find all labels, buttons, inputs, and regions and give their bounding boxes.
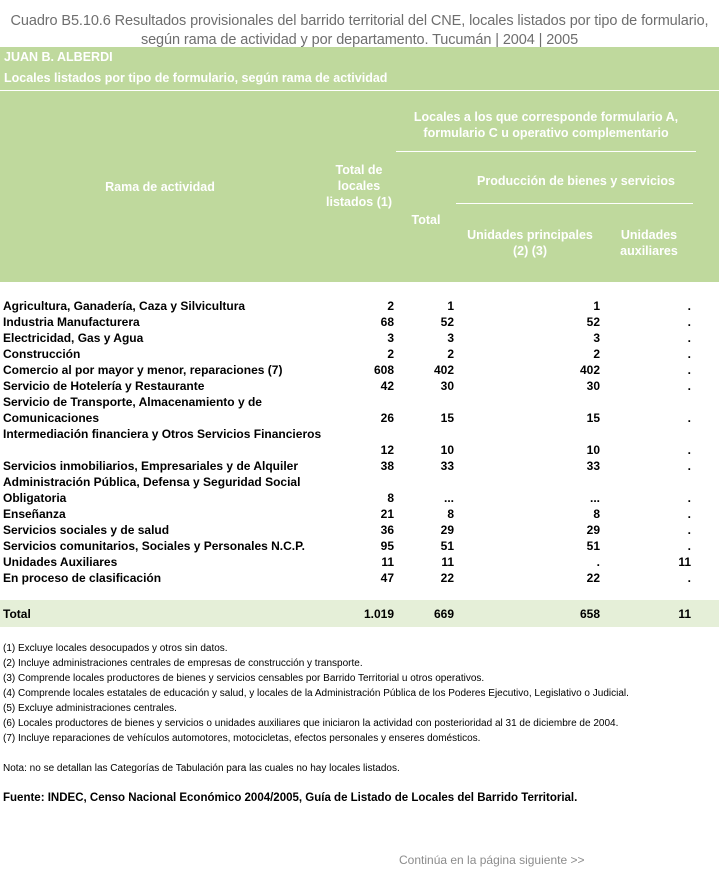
title-line-1: Cuadro B5.10.6 Resultados provisionales del barrido territorial del CNE, locales listados por tipo de formulario, bbox=[10, 13, 709, 29]
cell-principales: 402 bbox=[579, 363, 600, 377]
table-row bbox=[0, 570, 719, 586]
cell-auxiliares: . bbox=[687, 459, 691, 473]
cell-auxiliares: . bbox=[687, 571, 691, 585]
cell-principales: 30 bbox=[586, 379, 600, 393]
row-label: Servicios inmobiliarios, Empresariales y de Alquiler bbox=[3, 459, 299, 473]
cell-principales: . bbox=[596, 555, 600, 569]
table-row bbox=[0, 330, 719, 346]
header-rama: Rama de actividad bbox=[105, 180, 215, 194]
cell-total-listados: 3 bbox=[387, 331, 394, 345]
cell-total: 15 bbox=[440, 411, 454, 425]
cell-auxiliares: . bbox=[687, 507, 691, 521]
cell-total: 52 bbox=[440, 315, 454, 329]
cell-total: 3 bbox=[447, 331, 454, 345]
row-label: Servicio de Hotelería y Restaurante bbox=[3, 379, 205, 393]
header-auxiliares-l2: auxiliares bbox=[620, 244, 678, 258]
row-label: En proceso de clasificación bbox=[3, 571, 162, 585]
header-total-locales-l3: listados (1) bbox=[326, 195, 392, 209]
table-row bbox=[0, 394, 719, 410]
cell-total-listados: 42 bbox=[380, 379, 394, 393]
cell-total: 30 bbox=[440, 379, 454, 393]
cell-total: ... bbox=[443, 491, 454, 505]
header-total-locales-l2: locales bbox=[337, 179, 381, 193]
table-row bbox=[0, 538, 719, 554]
cell-total-listados: 12 bbox=[380, 443, 394, 457]
table-row bbox=[0, 458, 719, 474]
total-cell-total-listados: 1.019 bbox=[363, 607, 394, 621]
table-header bbox=[0, 91, 719, 282]
cell-total-listados: 21 bbox=[380, 507, 394, 521]
total-row bbox=[0, 600, 719, 627]
footnote: (1) Excluye locales desocupados y otros sin datos. bbox=[3, 643, 228, 654]
cell-principales: 8 bbox=[593, 507, 600, 521]
cell-auxiliares: . bbox=[687, 379, 691, 393]
cell-total-listados: 38 bbox=[380, 459, 394, 473]
cell-principales: 51 bbox=[586, 539, 600, 553]
cell-principales: 29 bbox=[586, 523, 600, 537]
header-produccion: Producción de bienes y servicios bbox=[477, 174, 675, 188]
cell-total-listados: 26 bbox=[380, 411, 394, 425]
cell-total: 2 bbox=[447, 347, 454, 361]
cell-total-listados: 11 bbox=[381, 555, 394, 569]
cell-total: 22 bbox=[440, 571, 454, 585]
row-label: Electricidad, Gas y Agua bbox=[3, 331, 144, 345]
header-total-locales bbox=[322, 162, 396, 210]
cell-total: 8 bbox=[447, 507, 454, 521]
table-row bbox=[0, 474, 719, 490]
footnote: (6) Locales productores de bienes y servicios o unidades auxiliares que iniciaron la actividad con posterioridad al 31 de diciembre de 2004. bbox=[3, 718, 619, 729]
header-formulario-l1: Locales a los que corresponde formulario A, bbox=[413, 110, 679, 124]
header-principales-l2: (2) (3) bbox=[512, 244, 548, 258]
table-row bbox=[0, 554, 719, 570]
footnote: (3) Comprende locales productores de bienes y servicios censables por Barrido Territorial u otros operativos. bbox=[3, 673, 485, 684]
cell-total-listados: 68 bbox=[380, 315, 394, 329]
footnotes bbox=[0, 627, 719, 847]
header-total: Total bbox=[411, 213, 441, 227]
table-row bbox=[0, 362, 719, 378]
cell-auxiliares: . bbox=[687, 347, 691, 361]
table-row bbox=[0, 506, 719, 522]
total-label: Total bbox=[3, 607, 31, 621]
table-row bbox=[0, 346, 719, 362]
row-label: Administración Pública, Defensa y Seguridad Social bbox=[3, 475, 301, 489]
cell-auxiliares: . bbox=[687, 299, 691, 313]
table-row bbox=[0, 490, 719, 506]
cell-total: 33 bbox=[440, 459, 454, 473]
row-label: Construcción bbox=[3, 347, 81, 361]
source-line: Fuente: INDEC, Censo Nacional Económico 2004/2005, Guía de Listado de Locales del Barrido Territorial. bbox=[3, 792, 578, 804]
subtitle-band: Locales listados por tipo de formulario, según rama de actividad bbox=[0, 67, 719, 91]
table-row bbox=[0, 298, 719, 314]
cell-total-listados: 2 bbox=[387, 299, 394, 313]
header-formulario-l2: formulario C u operativo complementario bbox=[423, 126, 669, 140]
footnote: (4) Comprende locales estatales de educación y salud, y locales de la Administración Pública de los Poderes Ejecutivo, Legislativo o Judicial. bbox=[3, 688, 629, 699]
cell-principales: 52 bbox=[586, 315, 600, 329]
table-row bbox=[0, 522, 719, 538]
cell-auxiliares: . bbox=[687, 539, 691, 553]
row-label: Agricultura, Ganadería, Caza y Silvicultura bbox=[3, 299, 246, 313]
cell-total-listados: 95 bbox=[380, 539, 394, 553]
note-extra: Nota: no se detallan las Categorías de Tabulación para las cuales no hay locales listados. bbox=[3, 763, 400, 774]
total-cell-total: 669 bbox=[433, 607, 454, 621]
header-principales-l1: Unidades principales bbox=[467, 228, 593, 242]
header-divider-2 bbox=[456, 203, 693, 204]
cell-total-listados: 2 bbox=[387, 347, 394, 361]
cell-auxiliares: 11 bbox=[678, 555, 691, 569]
total-cell-principales: 658 bbox=[579, 607, 600, 621]
row-label: Servicios comunitarios, Sociales y Personales N.C.P. bbox=[3, 539, 305, 553]
row-label: Servicios sociales y de salud bbox=[3, 523, 170, 537]
cell-principales: 22 bbox=[586, 571, 600, 585]
cell-principales: 33 bbox=[586, 459, 600, 473]
table-row bbox=[0, 378, 719, 394]
row-label: Enseñanza bbox=[3, 507, 66, 521]
cell-auxiliares: . bbox=[687, 491, 691, 505]
cell-principales: 3 bbox=[593, 331, 600, 345]
cell-principales: 1 bbox=[593, 299, 600, 313]
cell-auxiliares: . bbox=[687, 315, 691, 329]
total-cell-auxiliares: 11 bbox=[678, 607, 691, 621]
footnote: (2) Incluye administraciones centrales de empresas de construcción y transporte. bbox=[3, 658, 363, 669]
cell-total-listados: 47 bbox=[380, 571, 394, 585]
header-divider-1 bbox=[396, 151, 696, 152]
row-label: Unidades Auxiliares bbox=[3, 555, 118, 569]
table-row bbox=[0, 314, 719, 330]
cell-principales: 15 bbox=[586, 411, 600, 425]
cell-auxiliares: . bbox=[687, 443, 691, 457]
row-label: Servicio de Transporte, Almacenamiento y de bbox=[3, 395, 262, 409]
cell-principales: ... bbox=[589, 491, 600, 505]
department-band: JUAN B. ALBERDI bbox=[0, 46, 719, 67]
title-line-2: según rama de actividad y por departamento. Tucumán | 2004 | 2005 bbox=[140, 32, 579, 48]
cell-principales: 10 bbox=[586, 443, 600, 457]
cell-auxiliares: . bbox=[687, 363, 691, 377]
row-label-cont: Obligatoria bbox=[3, 491, 67, 505]
table-body bbox=[0, 282, 719, 600]
cell-total: 10 bbox=[440, 443, 454, 457]
table-row bbox=[0, 426, 719, 442]
footnote: (7) Incluye reparaciones de vehículos automotores, motocicletas, efectos personales y enseres domésticos. bbox=[3, 733, 481, 744]
cell-total: 402 bbox=[433, 363, 454, 377]
cell-total-listados: 36 bbox=[380, 523, 394, 537]
table-row bbox=[0, 410, 719, 426]
cell-principales: 2 bbox=[593, 347, 600, 361]
header-total-locales-l1: Total de bbox=[335, 163, 383, 177]
header-formulario bbox=[396, 109, 696, 141]
row-label: Comercio al por mayor y menor, reparaciones (7) bbox=[3, 363, 283, 377]
header-auxiliares-l1: Unidades bbox=[620, 228, 678, 242]
next-page-link[interactable]: Continúa en la página siguiente >> bbox=[399, 853, 585, 867]
cell-total: 1 bbox=[447, 299, 454, 313]
header-principales bbox=[456, 227, 604, 259]
cell-auxiliares: . bbox=[687, 331, 691, 345]
cell-auxiliares: . bbox=[687, 411, 691, 425]
cell-total-listados: 8 bbox=[387, 491, 394, 505]
row-label: Industria Manufacturera bbox=[3, 315, 140, 329]
row-label: Intermediación financiera y Otros Servicios Financieros bbox=[3, 427, 322, 441]
cell-auxiliares: . bbox=[687, 523, 691, 537]
cell-total: 11 bbox=[441, 555, 454, 569]
table-title bbox=[0, 0, 719, 46]
cell-total-listados: 608 bbox=[373, 363, 394, 377]
header-auxiliares bbox=[604, 227, 694, 259]
cell-total: 51 bbox=[440, 539, 454, 553]
row-label-cont: Comunicaciones bbox=[3, 411, 100, 425]
table-row bbox=[0, 442, 719, 458]
cell-total: 29 bbox=[440, 523, 454, 537]
footnote: (5) Excluye administraciones centrales. bbox=[3, 703, 177, 714]
